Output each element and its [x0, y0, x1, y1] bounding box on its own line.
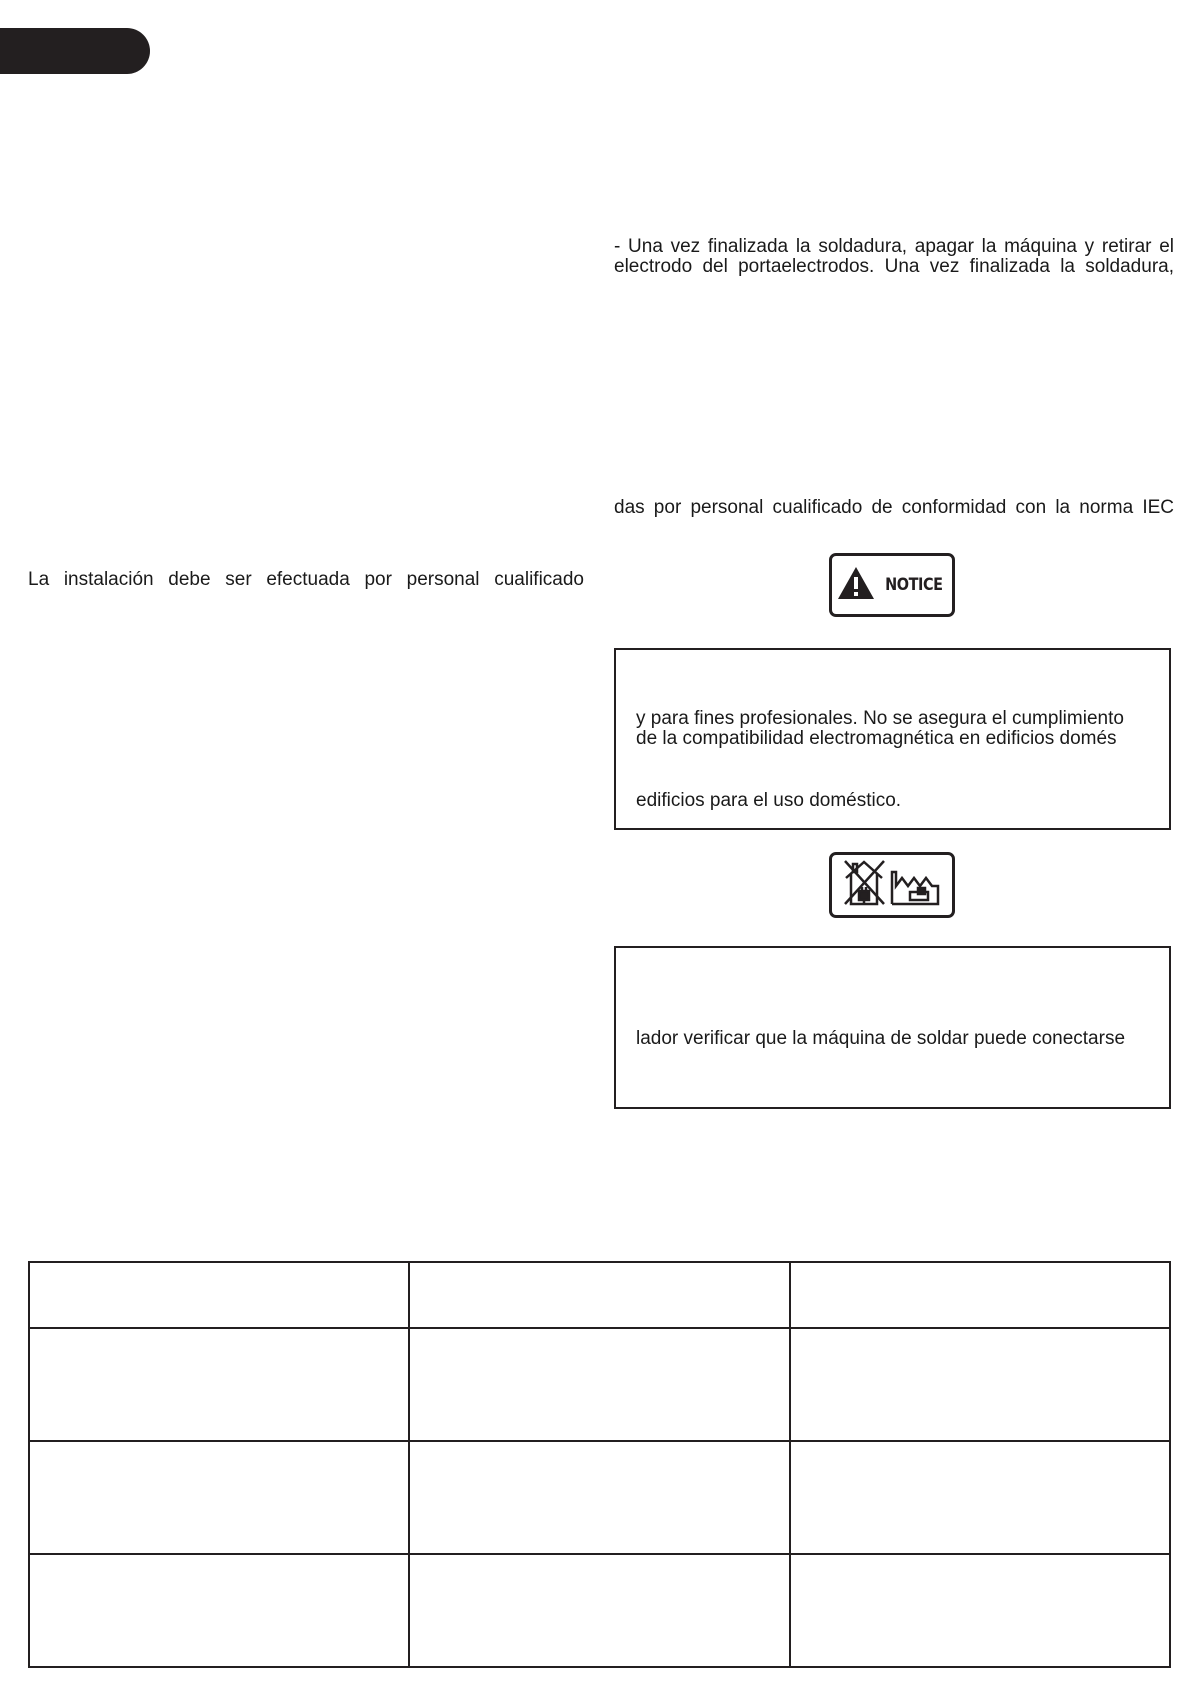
table-cell — [29, 1441, 409, 1554]
notice-badge — [829, 553, 955, 617]
table-cell — [790, 1328, 1170, 1441]
notice-box-line-3: edificios para el uso doméstico. — [636, 790, 902, 811]
maintenance-text: das por personal cualificado de conformidad con la norma IEC — [614, 497, 1174, 518]
table-cell — [790, 1441, 1170, 1554]
section-tab — [0, 28, 150, 74]
table-cell — [409, 1554, 789, 1667]
emc-badge — [829, 852, 955, 918]
no-domestic-use-icon — [842, 858, 942, 913]
notice-box-line-1: y para fines profesionales. No se asegura el cumplimiento — [636, 708, 1124, 729]
data-table — [28, 1261, 1171, 1668]
table-row — [29, 1554, 1170, 1667]
table-cell — [409, 1328, 789, 1441]
table-header-cell — [409, 1262, 789, 1328]
table-row — [29, 1441, 1170, 1554]
welding-end-line-1: - Una vez finalizada la soldadura, apagar la máquina y retirar el — [614, 236, 1174, 257]
notice-box-line-2: de la compatibilidad electromagnética en edificios domés — [636, 728, 1117, 749]
connection-box-line-1: lador verificar que la máquina de soldar puede conectarse — [636, 1028, 1126, 1049]
table-cell — [790, 1554, 1170, 1667]
welding-end-line-2: electrodo del portaelectrodos. Una vez finalizada la soldadura, — [614, 256, 1174, 277]
notice-box — [614, 648, 1171, 830]
installation-text: La instalación debe ser efectuada por personal cualificado — [28, 569, 584, 590]
table-cell — [29, 1328, 409, 1441]
table-row — [29, 1328, 1170, 1441]
table-header-cell — [29, 1262, 409, 1328]
notice-label: NOTICE — [885, 575, 943, 595]
connection-box — [614, 946, 1171, 1109]
table-cell — [29, 1554, 409, 1667]
table-cell — [409, 1441, 789, 1554]
table-header-row — [29, 1262, 1170, 1328]
table-header-cell — [790, 1262, 1170, 1328]
warning-triangle-icon — [836, 565, 876, 606]
